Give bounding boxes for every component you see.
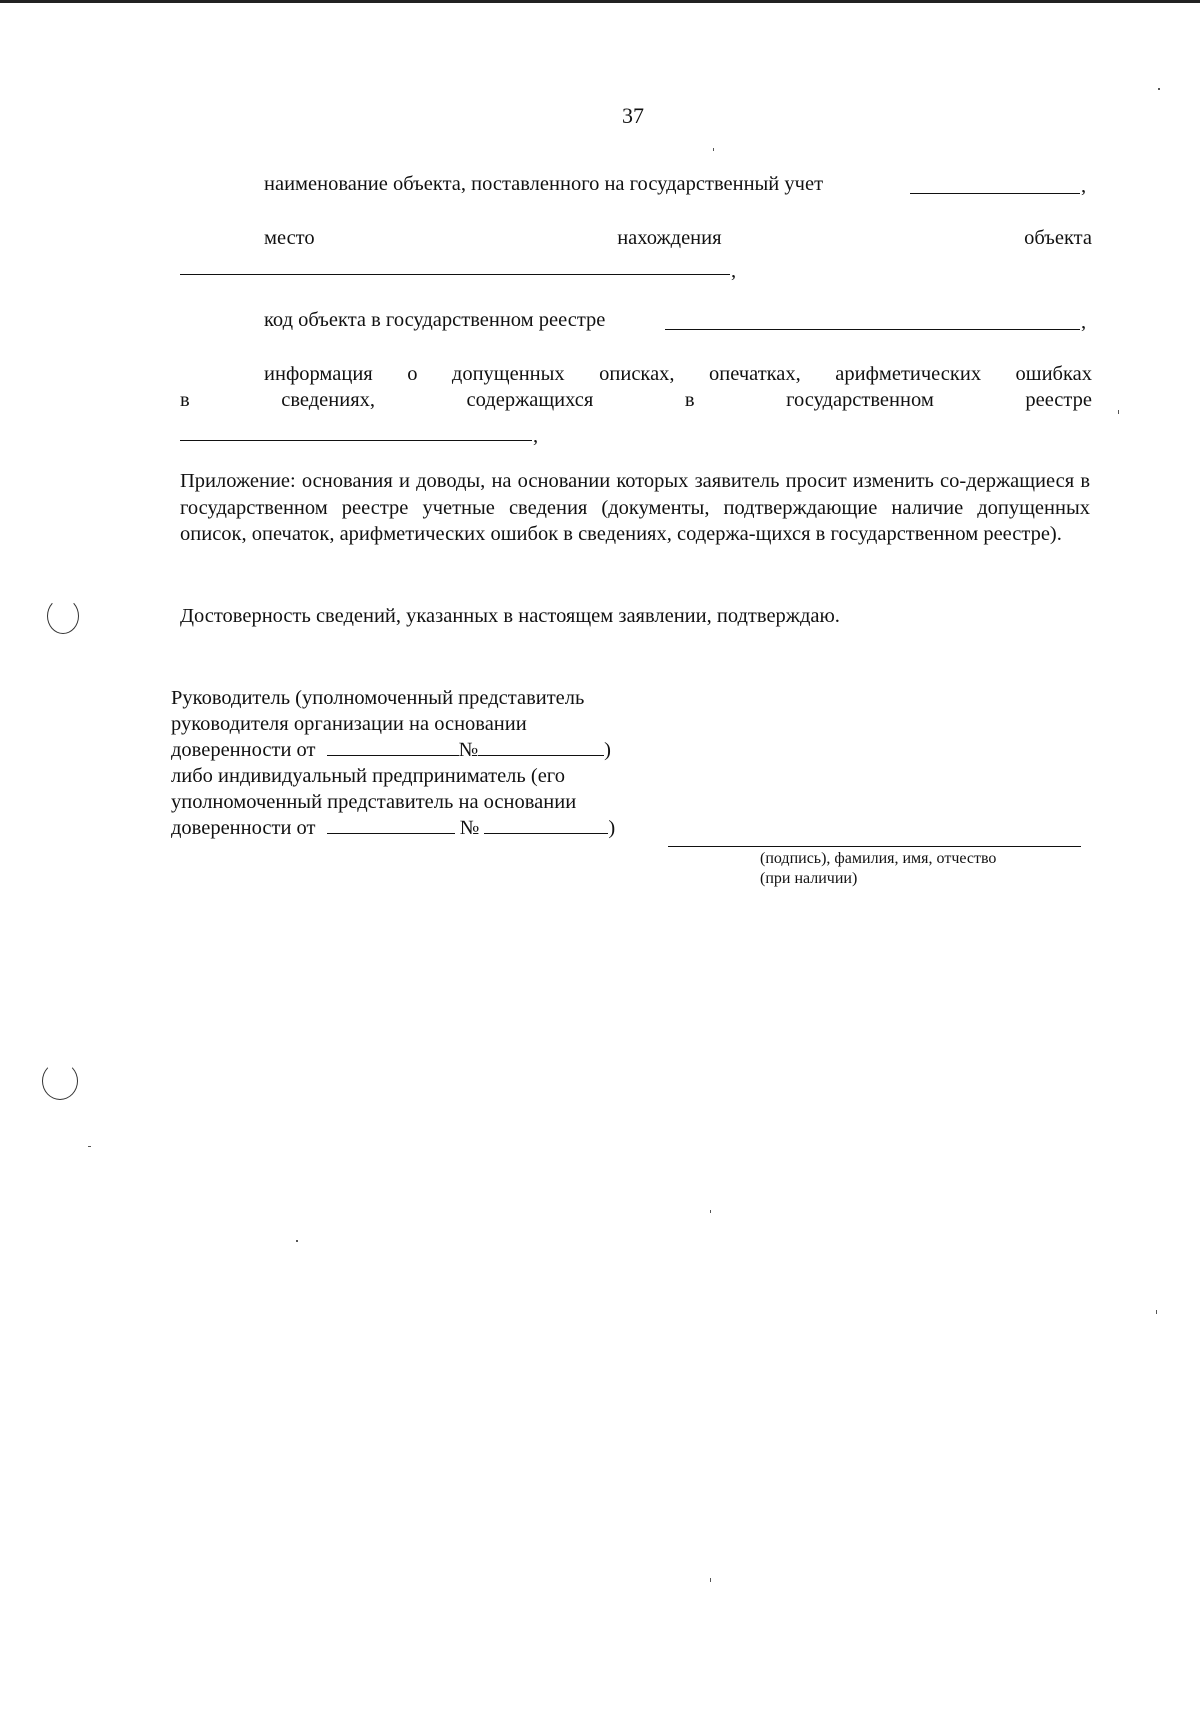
errors-word: государственном [786,389,934,411]
location-word-2: нахождения [617,227,722,249]
errors-word: содержащихся [466,389,594,411]
power-of-attorney-label: доверенности от [171,739,316,761]
close-paren: ) [608,817,616,839]
power-of-attorney-date-blank [327,817,455,834]
object-name-blank [910,193,1080,194]
number-sign: № [458,739,479,761]
signatory-block [171,685,615,841]
errors-word: о [407,363,418,385]
location-comma: , [731,260,737,282]
signature-blank [668,846,1081,847]
punch-hole-upper [47,598,79,634]
scan-speck [710,1210,711,1213]
location-word-3: объекта [1024,227,1092,249]
errors-word: ошибках [1015,363,1092,385]
location-word-1: место [264,227,315,249]
errors-info-comma: , [533,425,539,447]
scan-speck [710,1578,711,1582]
signatory-line-6 [171,815,615,841]
object-name-comma: , [1081,175,1087,197]
power-of-attorney-number-blank [484,817,608,834]
punch-hole-lower [42,1062,78,1100]
attachment-paragraph: Приложение: основания и доводы, на основании которых заявитель просит изменить со-держащиеся в государственном реестре учетные сведения (документы, подтверждающие наличие допущенных описок, опечаток, арифметических ошибок в сведениях, содержа-щихся в государственном реестре). [180,470,1090,545]
errors-word: в [684,389,695,411]
scan-speck [296,1240,298,1242]
errors-info-line1 [264,362,1092,386]
errors-info-line2 [180,388,1092,412]
page-number: 37 [622,103,644,128]
object-name-label: наименование объекта, поставленного на государственный учет [264,173,824,195]
confirmation-statement: Достоверность сведений, указанных в настоящем заявлении, подтверждаю. [180,605,840,627]
errors-word: допущенных [451,363,565,385]
signatory-line-3 [171,737,615,763]
scan-speck [1156,1310,1157,1314]
scan-speck [1158,88,1160,90]
scan-speck [88,1146,91,1147]
signature-caption-line-1: (подпись), фамилия, имя, отчество [760,850,997,867]
errors-word: сведениях, [281,389,375,411]
signatory-line-5: уполномоченный представитель на основании [171,791,577,813]
signatory-line-1: Руководитель (уполномоченный представитель [171,687,585,709]
signature-caption [760,849,996,889]
errors-word: арифметических [835,363,982,385]
power-of-attorney-number-blank [478,739,604,756]
signatory-line-2: руководителя организации на основании [171,713,527,735]
errors-word: в [180,389,190,411]
location-blank [180,274,730,275]
scan-top-edge [0,0,1200,3]
scan-speck [1118,410,1119,414]
errors-word: опечатках, [709,363,801,385]
errors-word: реестре [1025,389,1092,411]
number-sign: № [459,817,480,839]
registry-code-blank [665,329,1080,330]
errors-info-blank [180,440,532,441]
errors-word: описках, [599,363,675,385]
registry-code-label: код объекта в государственном реестре [264,309,606,331]
signatory-line-4: либо индивидуальный предприниматель (его [171,765,565,787]
signature-caption-line-2: (при наличии) [760,870,858,887]
close-paren: ) [604,739,611,761]
scan-speck [713,148,714,151]
power-of-attorney-date-blank [327,739,459,756]
registry-code-comma: , [1081,311,1087,333]
location-label-row [264,226,1092,250]
errors-word: информация [264,363,373,385]
power-of-attorney-label: доверенности от [171,817,316,839]
